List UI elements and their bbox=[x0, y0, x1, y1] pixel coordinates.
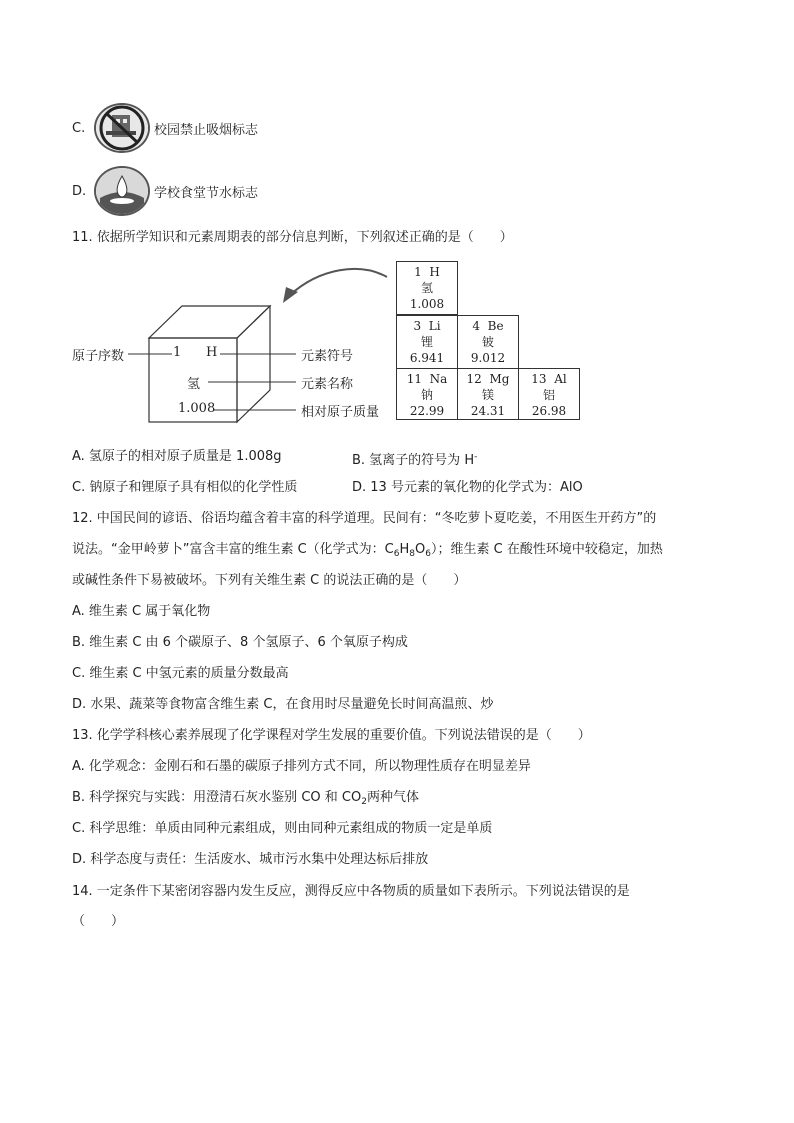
water-saving-sign-icon bbox=[94, 166, 150, 216]
q11-option-d: D. 13 号元素的氧化物的化学式为：AlO bbox=[352, 480, 583, 495]
option-letter: D. bbox=[72, 183, 87, 199]
cell-mass: 1.008 bbox=[409, 297, 445, 311]
cell-name: 氢 bbox=[420, 281, 433, 295]
option-text: 学校食堂节水标志 bbox=[154, 185, 259, 201]
q12-option-d: D. 水果、蔬菜等食物富含维生素 C，在食用时尽量避免长时间高温煎、炒 bbox=[72, 697, 494, 712]
cube-name: 氢 bbox=[187, 377, 201, 392]
cell-number: 1 bbox=[414, 265, 422, 279]
formula-subscript: 2 bbox=[361, 797, 367, 807]
question-13-stem: 13. 化学学科核心素养展现了化学课程对学生发展的重要价值。下列说法错误的是（ ） bbox=[72, 728, 591, 743]
no-smoking-sign-icon bbox=[94, 103, 150, 153]
label-element-name: 元素名称 bbox=[301, 377, 354, 392]
cell-number: 4 bbox=[472, 319, 481, 333]
option-letter: C. bbox=[72, 120, 86, 136]
question-12-line-1: 12. 中国民间的谚语、俗语均蕴含着丰富的科学道理。民间有：“冬吃萝卜夏吃姜，不用医生开药方”的 bbox=[72, 511, 657, 526]
q13-option-b bbox=[72, 789, 419, 811]
q12-text: 说法。“金甲岭萝卜”富含丰富的维生素 C（化学式为：C bbox=[72, 542, 394, 557]
formula-subscript: 6 bbox=[393, 549, 400, 559]
question-14-answer-blank: （ ） bbox=[72, 914, 125, 929]
cube-symbol: H bbox=[206, 345, 218, 360]
formula-element: O bbox=[415, 542, 426, 557]
element-cell-h bbox=[396, 261, 458, 315]
option-d bbox=[72, 166, 258, 216]
q12-option-b: B. 维生素 C 由 6 个碳原子、8 个氢原子、6 个氧原子构成 bbox=[72, 635, 408, 650]
q13-option-d: D. 科学态度与责任：生活废水、城市污水集中处理达标后排放 bbox=[72, 852, 429, 867]
cell-symbol: H bbox=[429, 265, 440, 279]
label-element-symbol: 元素符号 bbox=[301, 349, 354, 364]
q11-option-c: C. 钠原子和锂原子具有相似的化学性质 bbox=[72, 480, 298, 495]
cell-mass: 9.012 bbox=[470, 351, 506, 365]
cell-name: 锂 bbox=[420, 335, 433, 349]
cube-mass: 1.008 bbox=[178, 401, 216, 416]
cell-mass: 6.941 bbox=[409, 351, 445, 365]
option-text: 两种气体 bbox=[366, 790, 419, 805]
charge-superscript: - bbox=[474, 452, 478, 462]
formula-element: H bbox=[399, 542, 410, 557]
q11-option-a: A. 氢原子的相对原子质量是 1.008g bbox=[72, 449, 282, 464]
element-cell-na bbox=[396, 368, 458, 420]
q12-option-c: C. 维生素 C 中氢元素的质量分数最高 bbox=[72, 666, 289, 681]
cell-symbol: Mg bbox=[489, 372, 510, 386]
cell-symbol: Be bbox=[487, 319, 504, 333]
element-cell-mg bbox=[457, 368, 519, 420]
formula-subscript: 6 bbox=[425, 549, 431, 559]
cube-atomic-number: 1 bbox=[173, 345, 182, 360]
cell-number: 3 bbox=[413, 319, 422, 333]
option-c bbox=[72, 103, 258, 153]
cell-number: 13 bbox=[531, 372, 547, 386]
element-cell-al bbox=[518, 368, 580, 420]
option-text: B. 氢离子的符号为 H bbox=[352, 453, 475, 468]
question-14-stem: 14. 一定条件下某密闭容器内发生反应，测得反应中各物质的质量如下表所示。下列说法错误的是 bbox=[72, 884, 630, 899]
question-12-line-3: 或碱性条件下易被破坏。下列有关维生素 C 的说法正确的是（ ） bbox=[72, 573, 467, 588]
q11-option-b bbox=[352, 448, 477, 470]
cell-mass: 24.31 bbox=[470, 404, 506, 418]
cell-name: 铝 bbox=[542, 388, 555, 402]
cell-symbol: Li bbox=[428, 319, 441, 333]
cell-symbol: Al bbox=[554, 372, 567, 386]
cell-number: 11 bbox=[406, 372, 422, 386]
label-atomic-mass: 相对原子质量 bbox=[301, 405, 380, 420]
cell-name: 铍 bbox=[481, 335, 494, 349]
cell-mass: 26.98 bbox=[531, 404, 567, 418]
cell-name: 钠 bbox=[420, 388, 433, 402]
element-cell-be bbox=[457, 315, 519, 369]
cell-mass: 22.99 bbox=[409, 404, 445, 418]
cell-name: 镁 bbox=[481, 388, 494, 402]
q13-option-a: A. 化学观念：金刚石和石墨的碳原子排列方式不同，所以物理性质存在明显差异 bbox=[72, 759, 531, 774]
q13-option-c: C. 科学思维：单质由同种元素组成，则由同种元素组成的物质一定是单质 bbox=[72, 821, 493, 836]
question-12-line-2 bbox=[72, 541, 663, 563]
formula-subscript: 8 bbox=[409, 549, 416, 559]
label-atomic-number: 原子序数 bbox=[72, 349, 125, 364]
cell-symbol: Na bbox=[429, 372, 448, 386]
option-text: 校园禁止吸烟标志 bbox=[154, 122, 259, 138]
question-11-stem: 11. 依据所学知识和元素周期表的部分信息判断，下列叙述正确的是（ ） bbox=[72, 230, 513, 245]
cell-number: 12 bbox=[466, 372, 482, 386]
option-text: B. 科学探究与实践：用澄清石灰水鉴别 CO 和 CO bbox=[72, 790, 362, 805]
q12-text: ）；维生素 C 在酸性环境中较稳定，加热 bbox=[430, 542, 663, 557]
q12-option-a: A. 维生素 C 属于氧化物 bbox=[72, 604, 211, 619]
element-cell-li bbox=[396, 315, 458, 369]
